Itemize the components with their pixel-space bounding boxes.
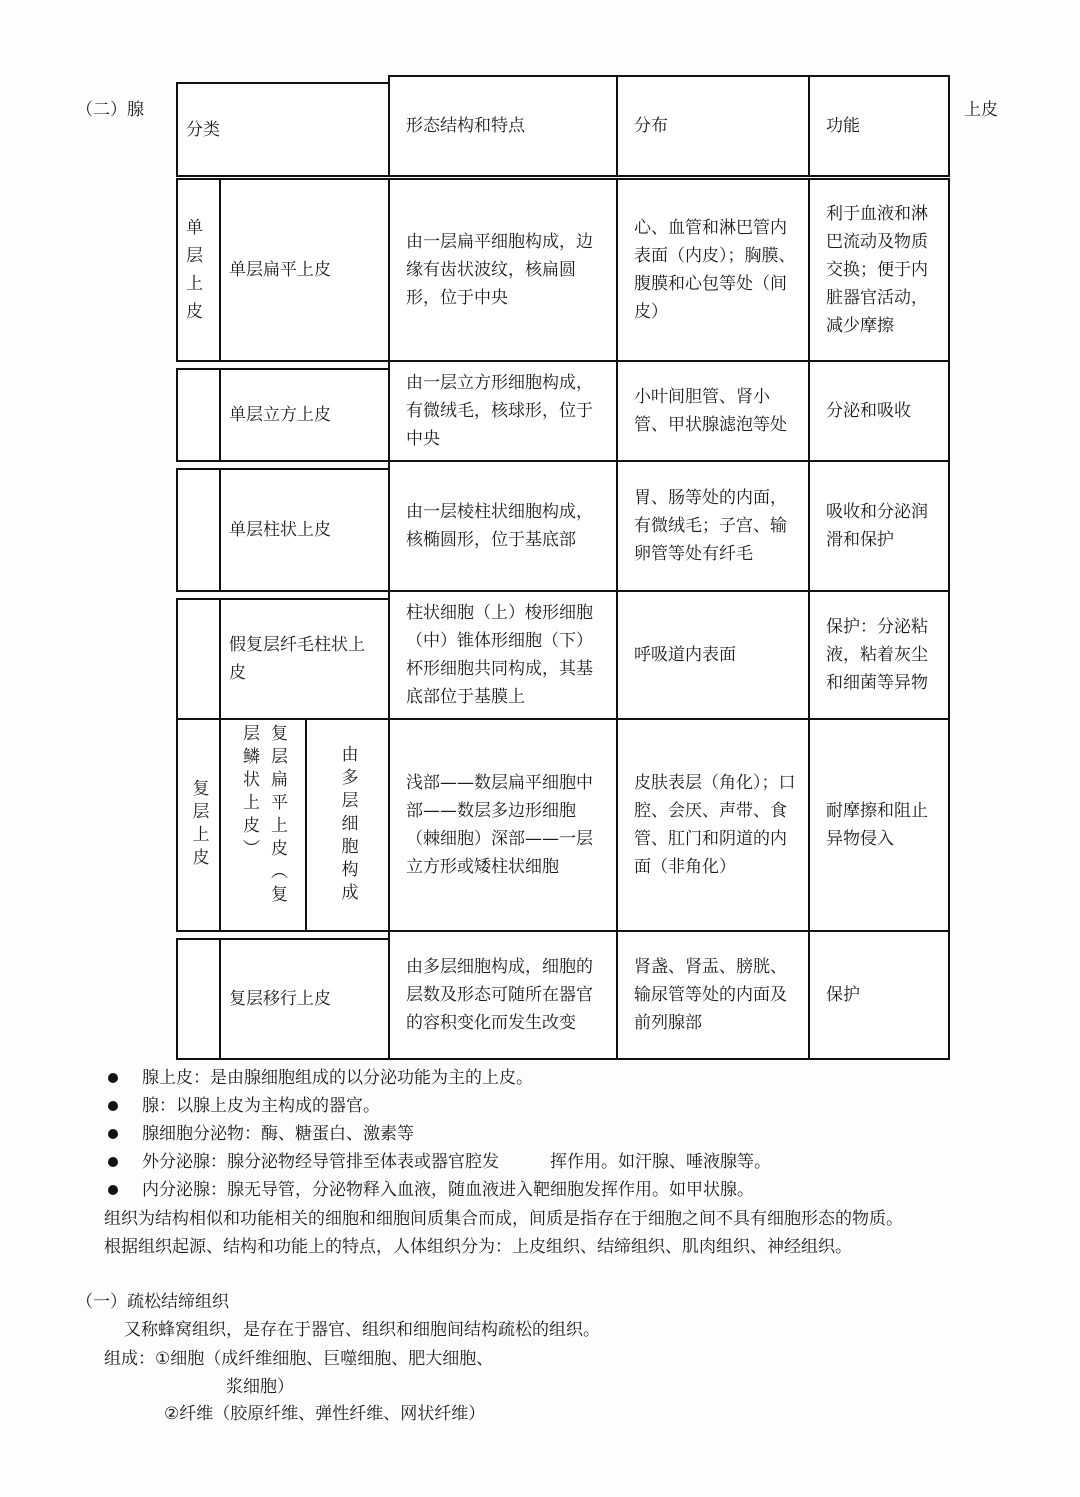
cell-group: 复层上皮 (176, 718, 221, 932)
cell-function: 利于血液和淋巴流动及物质交换；便于内脏器官活动，减少摩擦 (808, 178, 950, 362)
bullet-item: 外分泌腺：腺分泌物经导管排至体表或器官腔发 挥作用。如汗腺、唾液腺等。 (142, 1152, 771, 1172)
cell-distribution: 小叶间胆管、肾小管、甲状腺滤泡等处 (616, 360, 810, 462)
cell-distribution: 胃、肠等处的内面，有微绒毛；子宫、输卵管等处有纤毛 (616, 460, 810, 592)
cell-group (176, 598, 221, 720)
bullet-icon (108, 1129, 118, 1139)
cell-group (176, 938, 221, 1060)
cell-function: 保护 (808, 930, 950, 1060)
cell-morphology: 由一层棱柱状细胞构成，核椭圆形，位于基底部 (388, 460, 618, 592)
cell-distribution: 皮肤表层（角化）；口腔、会厌、声带、食管、肛门和阴道的内面（非角化） (616, 718, 810, 932)
cell-distribution: 心、血管和淋巴管内表面（内皮）；胸膜、腹膜和心包等处（间皮） (616, 178, 810, 362)
section-description: 又称蜂窝组织，是存在于器官、组织和细胞间结构疏松的组织。 (124, 1320, 600, 1340)
cell-function: 分泌和吸收 (808, 360, 950, 462)
section-heading-left: （二）腺 (76, 100, 144, 120)
section-title: （一）疏松结缔组织 (76, 1292, 229, 1312)
header-function: 功能 (808, 75, 950, 177)
cell-morphology: 由一层立方形细胞构成，有微绒毛，核球形，位于中央 (388, 360, 618, 462)
bullet-icon (108, 1185, 118, 1195)
bullet-icon (108, 1157, 118, 1167)
composition-cells: 组成：①细胞（成纤维细胞、巨噬细胞、肥大细胞、 (104, 1349, 494, 1369)
composition-cells-cont: 浆细胞） (226, 1377, 294, 1397)
cell-name: 单层扁平上皮 (219, 178, 390, 362)
bullet-icon (108, 1073, 118, 1083)
bullet-icon (108, 1101, 118, 1111)
bullet-item: 内分泌腺：腺无导管，分泌物释入血液，随血液进入靶细胞发挥作用。如甲状腺。 (142, 1180, 754, 1200)
cell-morphology: 柱状细胞（上）梭形细胞（中）锥体形细胞（下）杯形细胞共同构成，其基底部位于基膜上 (388, 590, 618, 720)
cell-function: 耐摩擦和阻止异物侵入 (808, 718, 950, 932)
header-category: 分类 (176, 82, 390, 177)
cell-distribution: 呼吸道内表面 (616, 590, 810, 720)
cell-name: 单层立方上皮 (219, 368, 390, 462)
cell-group: 单层上皮 (176, 178, 221, 362)
header-morphology: 形态结构和特点 (388, 75, 618, 177)
cell-name: 单层柱状上皮 (219, 468, 390, 592)
section-heading-right: 上皮 (964, 100, 998, 120)
bullet-item: 腺：以腺上皮为主构成的器官。 (142, 1096, 380, 1116)
cell-group (176, 468, 221, 592)
cell-distribution: 肾盏、肾盂、膀胱、输尿管等处的内面及前列腺部 (616, 930, 810, 1060)
cell-function: 保护：分泌粘液，粘着灰尘和细菌等异物 (808, 590, 950, 720)
composition-fibers: ②纤维（胶原纤维、弹性纤维、网状纤维） (164, 1404, 486, 1424)
bullet-item: 腺上皮：是由腺细胞组成的以分泌功能为主的上皮。 (142, 1068, 533, 1088)
cell-name: 复层扁平上皮（复层鳞状上皮） (219, 718, 307, 932)
cell-morphology: 浅部——数层扁平细胞中部——数层多边形细胞（棘细胞）深部——一层立方形或矮柱状细胞 (388, 718, 618, 932)
cell-morphology: 由多层细胞构成，细胞的层数及形态可随所在器官的容积变化而发生改变 (388, 930, 618, 1060)
header-distribution: 分布 (616, 75, 810, 177)
bullet-item: 腺细胞分泌物：酶、糖蛋白、激素等 (142, 1124, 414, 1144)
paragraph-tissue-definition: 组织为结构相似和功能相关的细胞和细胞间质集合而成，间质是指存在于细胞之间不具有细胞形态的物质。 (104, 1209, 903, 1229)
cell-name: 复层移行上皮 (219, 938, 390, 1060)
cell-group (176, 368, 221, 462)
cell-subtype: 由多层细胞构成 (305, 718, 390, 932)
paragraph-tissue-classification: 根据组织起源、结构和功能上的特点，人体组织分为：上皮组织、结缔组织、肌肉组织、神经组织。 (104, 1237, 852, 1257)
cell-morphology: 由一层扁平细胞构成，边缘有齿状波纹，核扁圆形，位于中央 (388, 178, 618, 362)
cell-name: 假复层纤毛柱状上皮 (219, 598, 390, 720)
cell-function: 吸收和分泌润滑和保护 (808, 460, 950, 592)
